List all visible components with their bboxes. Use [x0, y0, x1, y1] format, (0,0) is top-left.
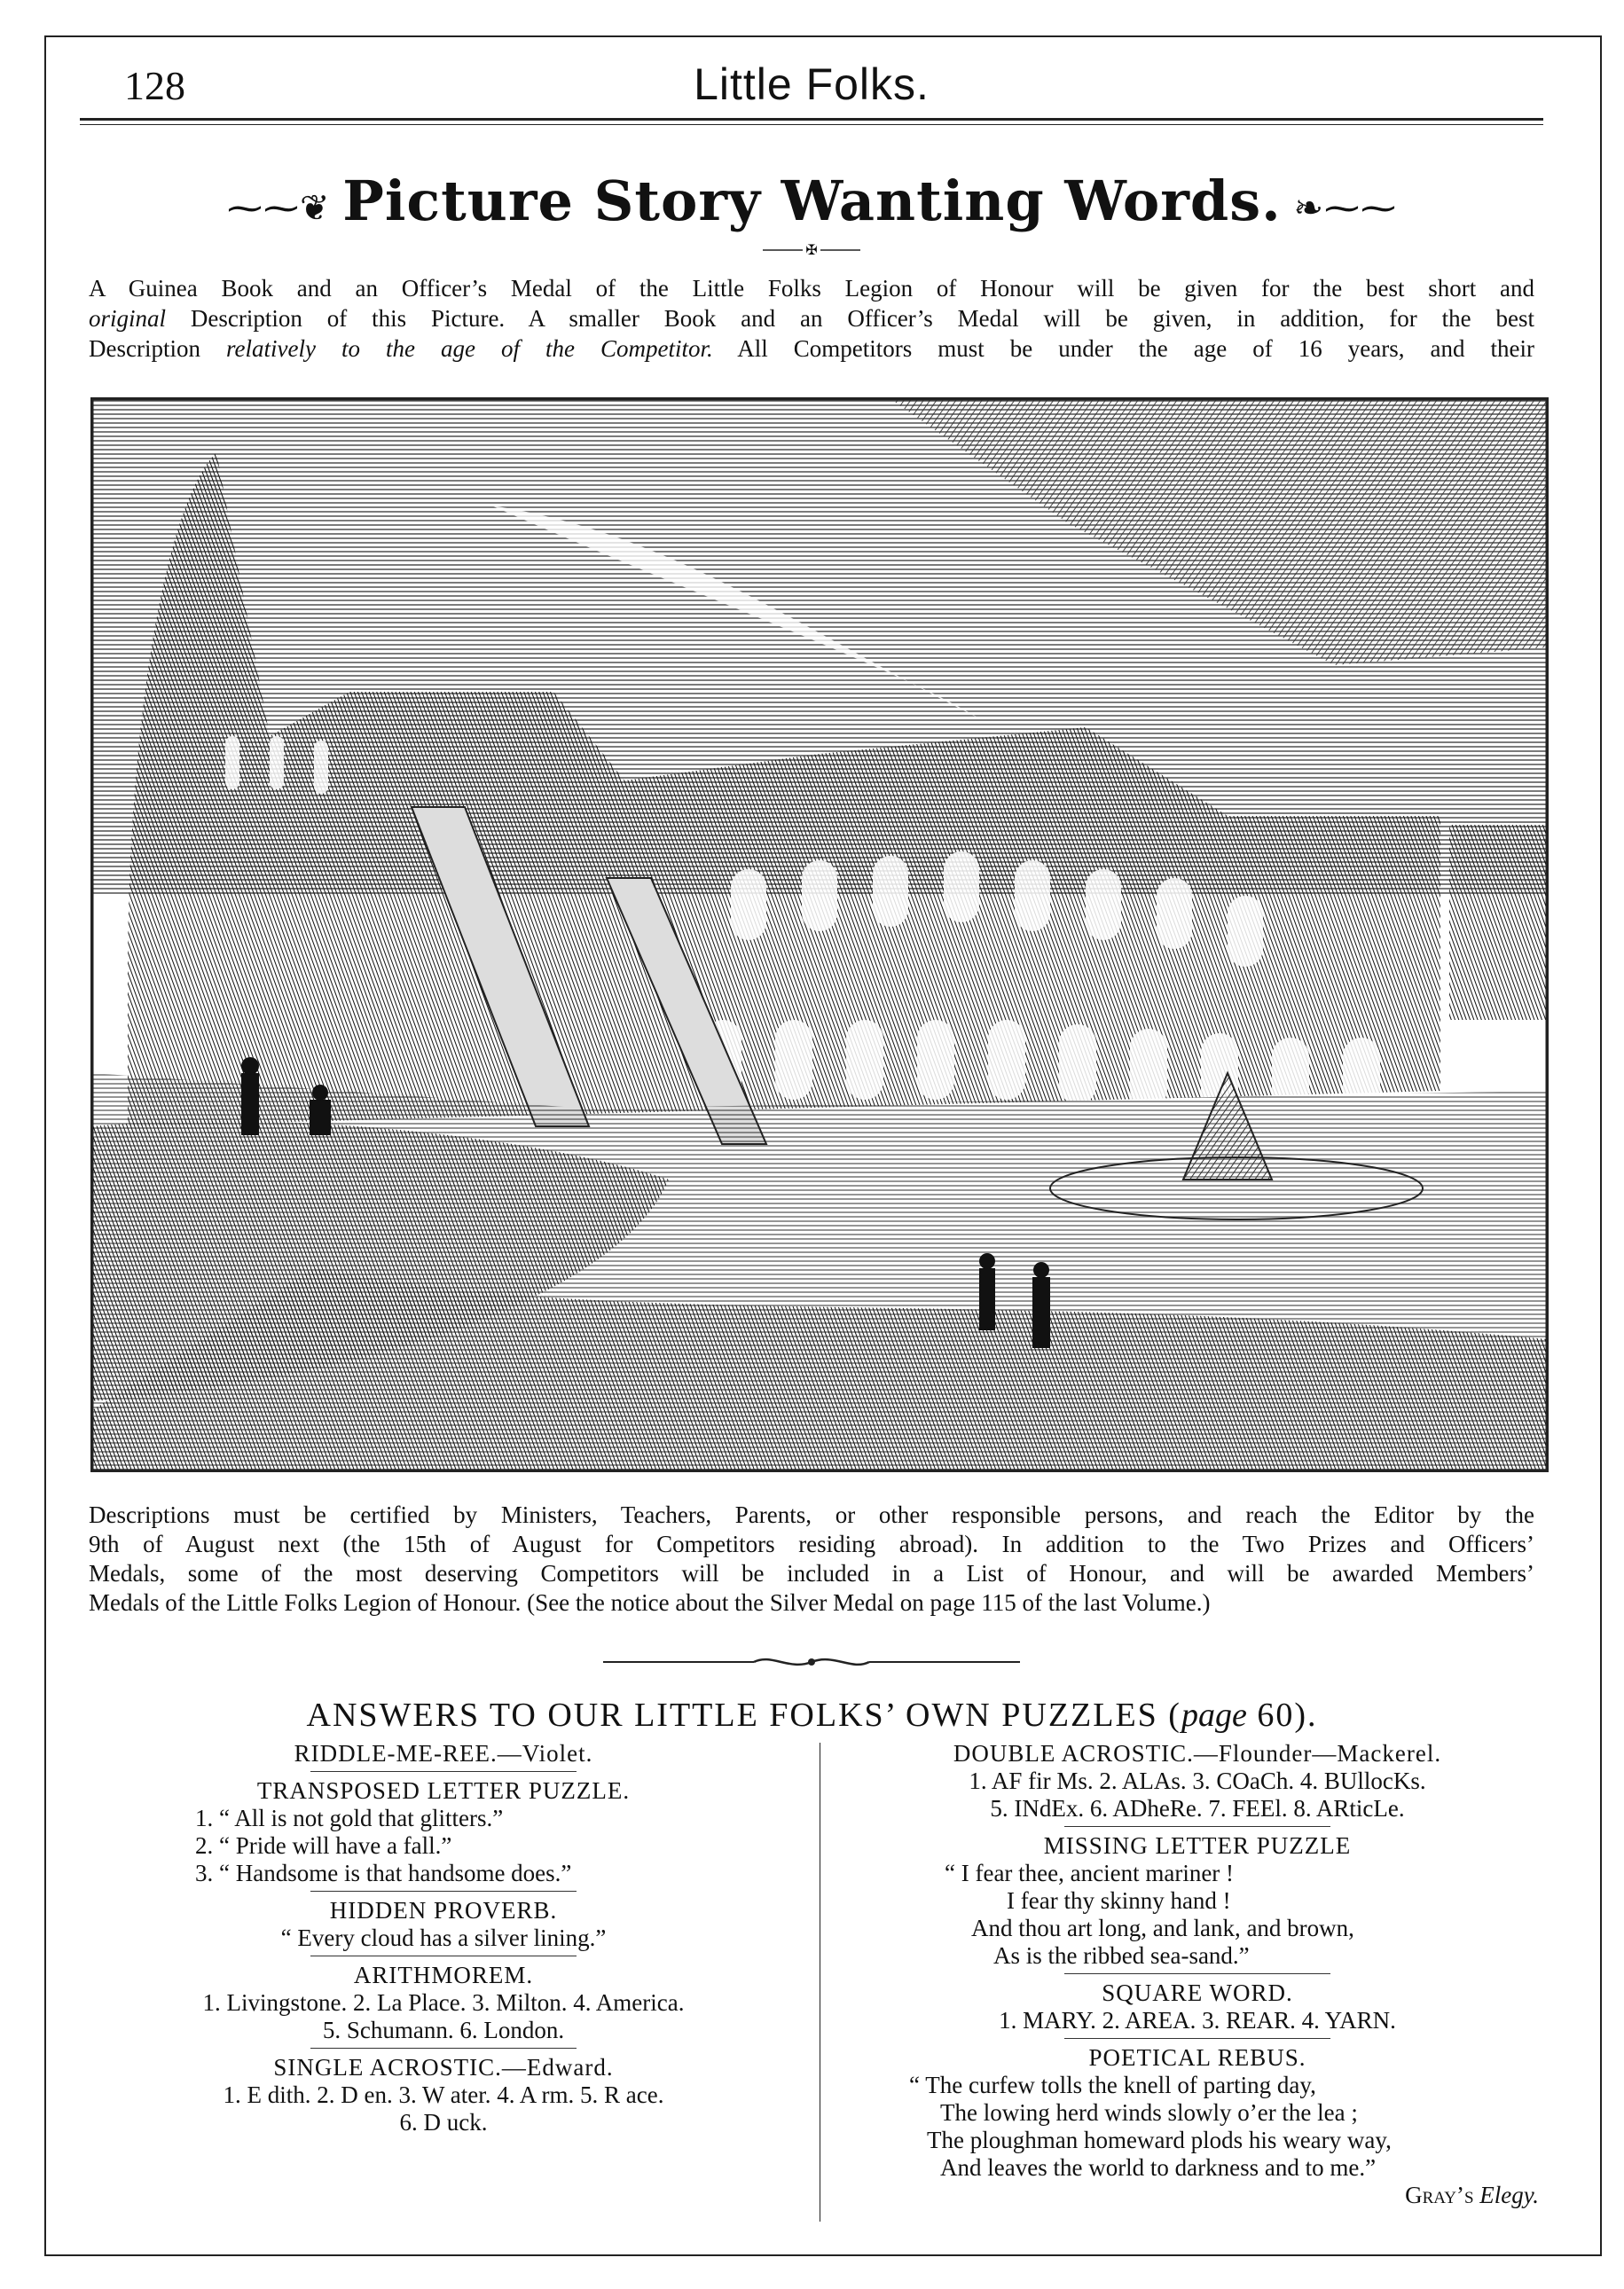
- rule: [1064, 2038, 1330, 2039]
- poem-line: I fear thy skinny hand !: [1007, 1887, 1231, 1914]
- title-text: Picture Story Wanting Words.: [342, 169, 1282, 233]
- title-flourish-right: ❧⁓⁓: [1281, 188, 1397, 229]
- poem-line: “ The curfew tolls the knell of parting day,: [909, 2072, 1316, 2098]
- rules-line-4: Medals of the Little Folks Legion of Honour. (See the notice about the Silver Medal on page 115 of the last Volume.): [89, 1589, 1211, 1616]
- poetical-rebus-poem: [909, 2072, 1565, 2182]
- double-acrostic-line-2: 5. INdEx. 6. ADheRe. 7. FEEl. 8. ARticLe.: [990, 1795, 1405, 1822]
- rule: [1064, 1826, 1330, 1827]
- intro-line-1: [89, 273, 1534, 303]
- answers-heading: [0, 1696, 1624, 1735]
- intro-text-3c: All Competitors must be under the age of 16 years, and their: [712, 335, 1534, 362]
- poem-line: The ploughman homeward plods his weary way,: [927, 2127, 1392, 2153]
- rebus-attribution: [829, 2182, 1565, 2209]
- single-acrostic-line-2: 6. D uck.: [399, 2109, 488, 2136]
- rules-line-2: 9th of August next (the 15th of August for Competitors residing abroad). In addition to the Two Prizes and Officers’: [89, 1531, 1534, 1557]
- poem-line: “ I fear thee, ancient mariner !: [945, 1860, 1235, 1886]
- intro-line-2: [89, 303, 1534, 333]
- poem-line: As is the ribbed sea-sand.”: [993, 1942, 1250, 1969]
- answers-heading-page: page: [1181, 1697, 1247, 1734]
- missing-letter-title: MISSING LETTER PUZZLE: [1043, 1832, 1352, 1859]
- list-item: 1. “ All is not gold that glitters.”: [195, 1805, 504, 1831]
- square-word-answer: 1. MARY. 2. AREA. 3. REAR. 4. YARN.: [999, 2007, 1396, 2034]
- colosseum-engraving: [90, 397, 1549, 1472]
- rule: [1064, 1973, 1330, 1974]
- list-item: 2. “ Pride will have a fall.”: [195, 1832, 452, 1859]
- poetical-rebus-title: POETICAL REBUS.: [1088, 2044, 1306, 2071]
- answers-right-column: [829, 1740, 1565, 2209]
- title-flourish-left: ⁓⁓❦: [227, 188, 343, 229]
- page-number: 128: [124, 63, 185, 108]
- single-acrostic-line-1: 1. E dith. 2. D en. 3. W ater. 4. A rm. 5. R ace.: [223, 2081, 664, 2108]
- running-title: Little Folks.: [694, 59, 930, 109]
- single-acrostic-title: SINGLE ACROSTIC.—Edward.: [273, 2054, 614, 2081]
- rule: [310, 1891, 577, 1892]
- intro-text-2: Description of this Picture. A smaller Book and an Officer’s Medal will be given, in addition, for the best: [166, 305, 1534, 332]
- answers-heading-text: ANSWERS TO OUR LITTLE FOLKS’ OWN PUZZLES (: [306, 1697, 1181, 1734]
- article-title: [0, 169, 1624, 233]
- header-rule-thin: [80, 124, 1543, 125]
- poem-line: The lowing herd winds slowly o’er the lea ;: [940, 2099, 1358, 2126]
- list-item: 3. “ Handsome is that handsome does.”: [195, 1860, 572, 1886]
- transposed-list: [195, 1805, 816, 1887]
- riddle-answer: RIDDLE-ME-REE.—Violet.: [294, 1740, 593, 1767]
- hidden-answer: “ Every cloud has a silver lining.”: [280, 1924, 607, 1951]
- svg-text:✠: ✠: [805, 244, 818, 256]
- rules-line-3: Medals, some of the most deserving Competitors will be included in a List of Honour, and will be awarded Members’: [89, 1560, 1534, 1587]
- answers-left-column: [71, 1740, 816, 2136]
- square-word-title: SQUARE WORD.: [1102, 1979, 1293, 2006]
- page-header: [80, 53, 1543, 124]
- double-acrostic-title: DOUBLE ACROSTIC.—Flounder—Mackerel.: [953, 1740, 1442, 1767]
- arithmorem-line-2: 5. Schumann. 6. London.: [322, 2017, 565, 2043]
- answers-heading-end: 60).: [1246, 1697, 1318, 1734]
- intro-text-3a: Description: [89, 335, 226, 362]
- poem-line: And thou art long, and lank, and brown,: [971, 1915, 1354, 1941]
- attribution-author: Gray’s: [1405, 2182, 1480, 2208]
- poem-line: And leaves the world to darkness and to me.”: [940, 2154, 1377, 2181]
- transposed-title: TRANSPOSED LETTER PUZZLE.: [256, 1777, 631, 1804]
- missing-letter-poem: [909, 1860, 1565, 1970]
- arithmorem-title: ARITHMOREM.: [353, 1962, 534, 1988]
- title-ornament: [763, 244, 860, 256]
- arithmorem-line-1: 1. Livingstone. 2. La Place. 3. Milton. 4. America.: [202, 1989, 685, 2016]
- hidden-title: HIDDEN PROVERB.: [329, 1897, 558, 1924]
- intro-italic-relatively: relatively to the age of the Competitor.: [225, 335, 713, 362]
- intro-line-3: [89, 333, 1534, 364]
- competition-rules: [89, 1501, 1534, 1618]
- rules-line-1: Descriptions must be certified by Ministers, Teachers, Parents, or other responsible persons, and reach the Editor by the: [89, 1501, 1534, 1528]
- rule: [310, 2048, 577, 2049]
- intro-italic-original: original: [89, 305, 167, 332]
- section-divider-ornament: [603, 1650, 1020, 1674]
- intro-text-1: A Guinea Book and an Officer’s Medal of the Little Folks Legion of Honour will be given for the best short and: [89, 275, 1534, 302]
- rule: [310, 1771, 577, 1772]
- double-acrostic-line-1: 1. AF fir Ms. 2. ALAs. 3. COaCh. 4. BUllocKs.: [969, 1768, 1426, 1794]
- attribution-title: Elegy.: [1479, 2182, 1539, 2208]
- competition-intro: [89, 273, 1534, 364]
- header-rule: [80, 118, 1543, 121]
